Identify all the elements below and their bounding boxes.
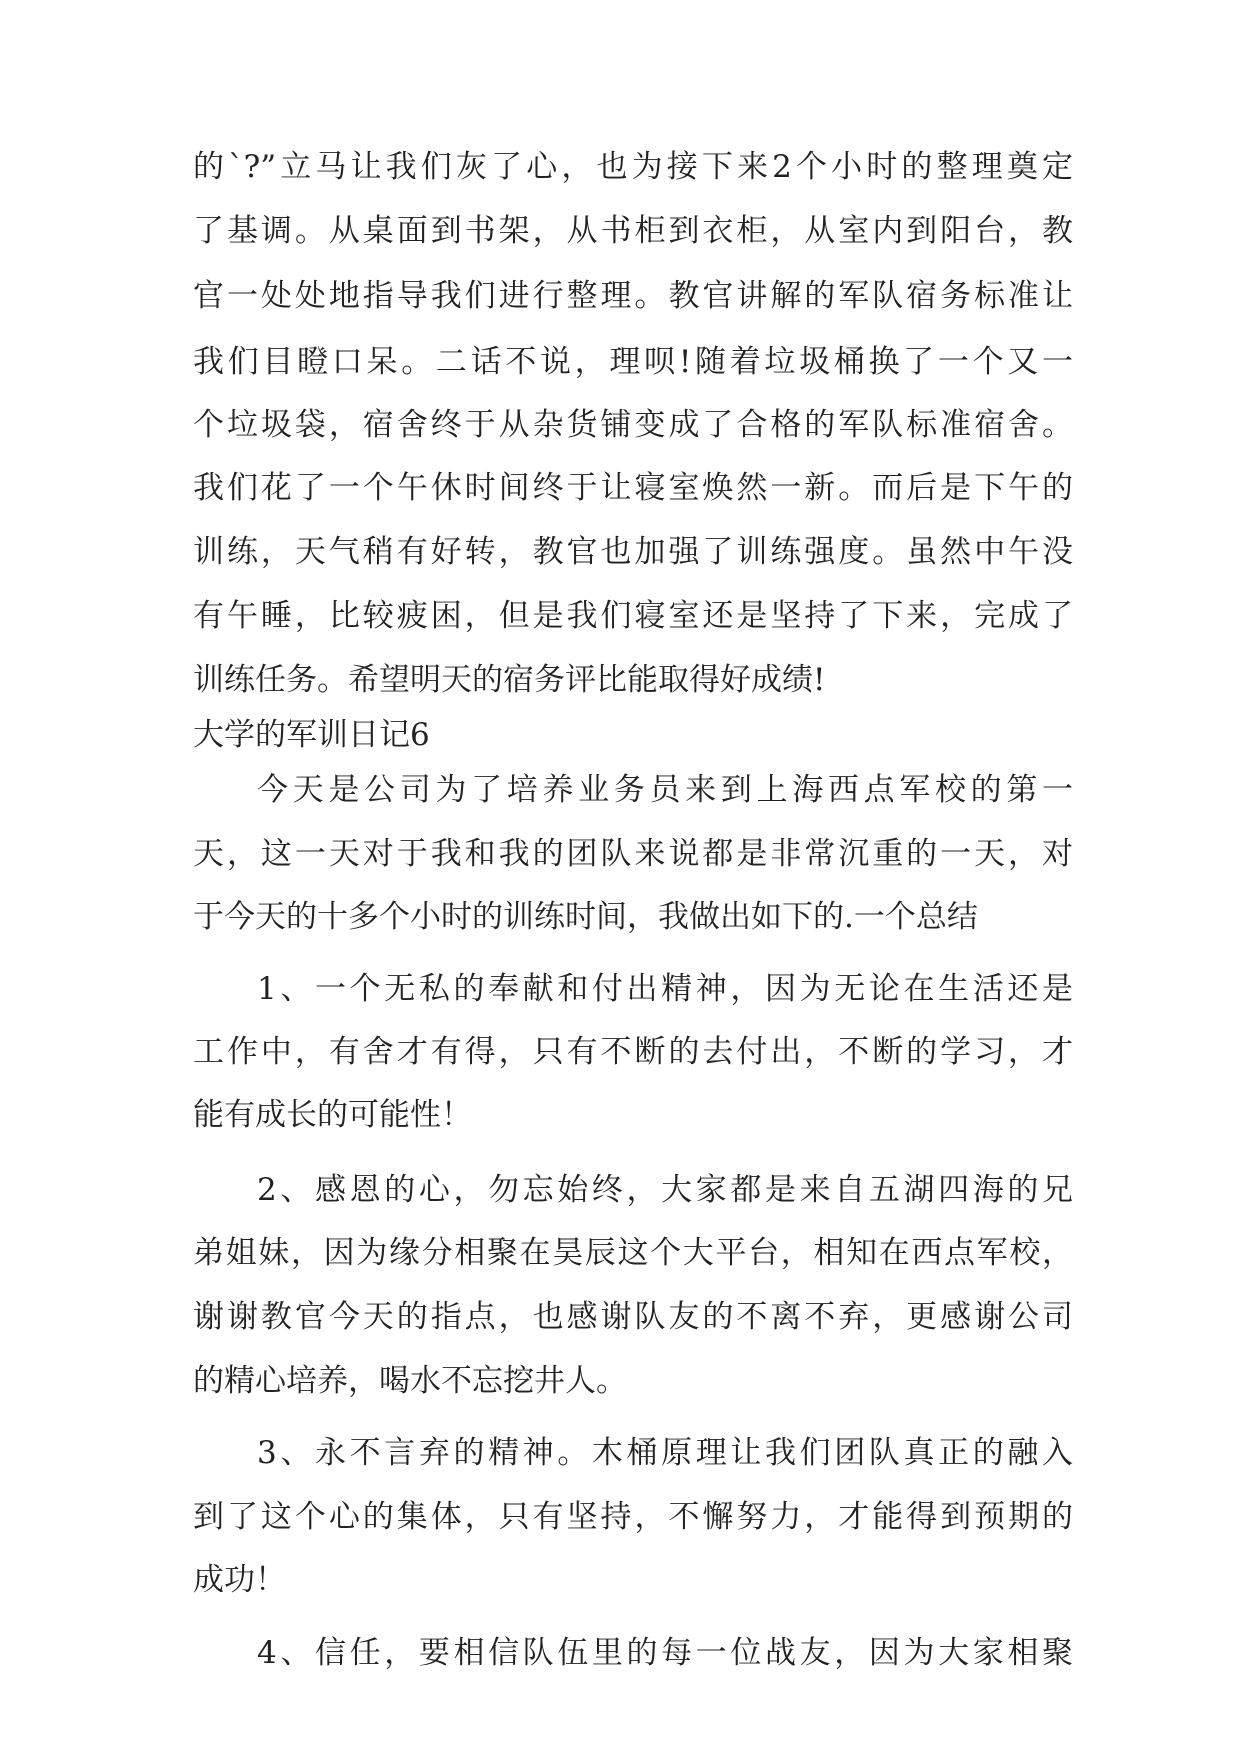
text-line: 工作中，有舍才有得，只有不断的去付出，不断的学习，才 [193,1034,1073,1070]
text-line: 我们花了一个午休时间终于让寝室焕然一新。而后是下午的 [193,470,1073,506]
text-line: 能有成长的可能性！ [193,1097,472,1133]
text-line: 我们目瞪口呆。二话不说，理呗!随着垃圾桶换了一个又一 [193,344,1073,380]
section-heading: 大学的军训日记6 [193,717,430,753]
paragraph-first-line: 今天是公司为了培养业务员来到上海西点军校的第一 [257,772,1073,808]
text-line: 个垃圾袋，宿舍终于从杂货铺变成了合格的军队标准宿舍。 [193,407,1073,443]
text-line: 官一处处地指导我们进行整理。教官讲解的军队宿务标准让 [193,278,1073,314]
list-item-1: 1、一个无私的奉献和付出精神，因为无论在生活还是 [257,971,1073,1007]
text-line: 弟姐妹，因为缘分相聚在昊辰这个大平台，相知在西点军校， [193,1235,1073,1271]
text-line: 的`?”立马让我们灰了心，也为接下来2个小时的整理奠定 [193,149,1073,185]
text-line: 天，这一天对于我和我的团队来说都是非常沉重的一天，对 [193,836,1073,872]
text-line: 训练任务。希望明天的宿务评比能取得好成绩! [193,662,826,698]
list-item-4: 4、信任，要相信队伍里的每一位战友，因为大家相聚 [257,1635,1073,1671]
text-line: 的精心培养，喝水不忘挖井人。 [193,1363,627,1399]
text-line: 谢谢教官今天的指点，也感谢队友的不离不弃，更感谢公司 [193,1299,1073,1335]
text-line: 了基调。从桌面到书架，从书柜到衣柜，从室内到阳台，教 [193,213,1073,249]
text-line: 成功！ [193,1562,286,1598]
text-line: 于今天的十多个小时的训练时间，我做出如下的.一个总结 [193,899,978,935]
list-item-2: 2、感恩的心，勿忘始终，大家都是来自五湖四海的兄 [257,1172,1073,1208]
text-line: 有午睡，比较疲困，但是我们寝室还是坚持了下来，完成了 [193,598,1073,634]
text-line: 训练，天气稍有好转，教官也加强了训练强度。虽然中午没 [193,534,1073,570]
list-item-3: 3、永不言弃的精神。木桶原理让我们团队真正的融入 [257,1435,1073,1471]
text-line: 到了这个心的集体，只有坚持，不懈努力，才能得到预期的 [193,1499,1073,1535]
